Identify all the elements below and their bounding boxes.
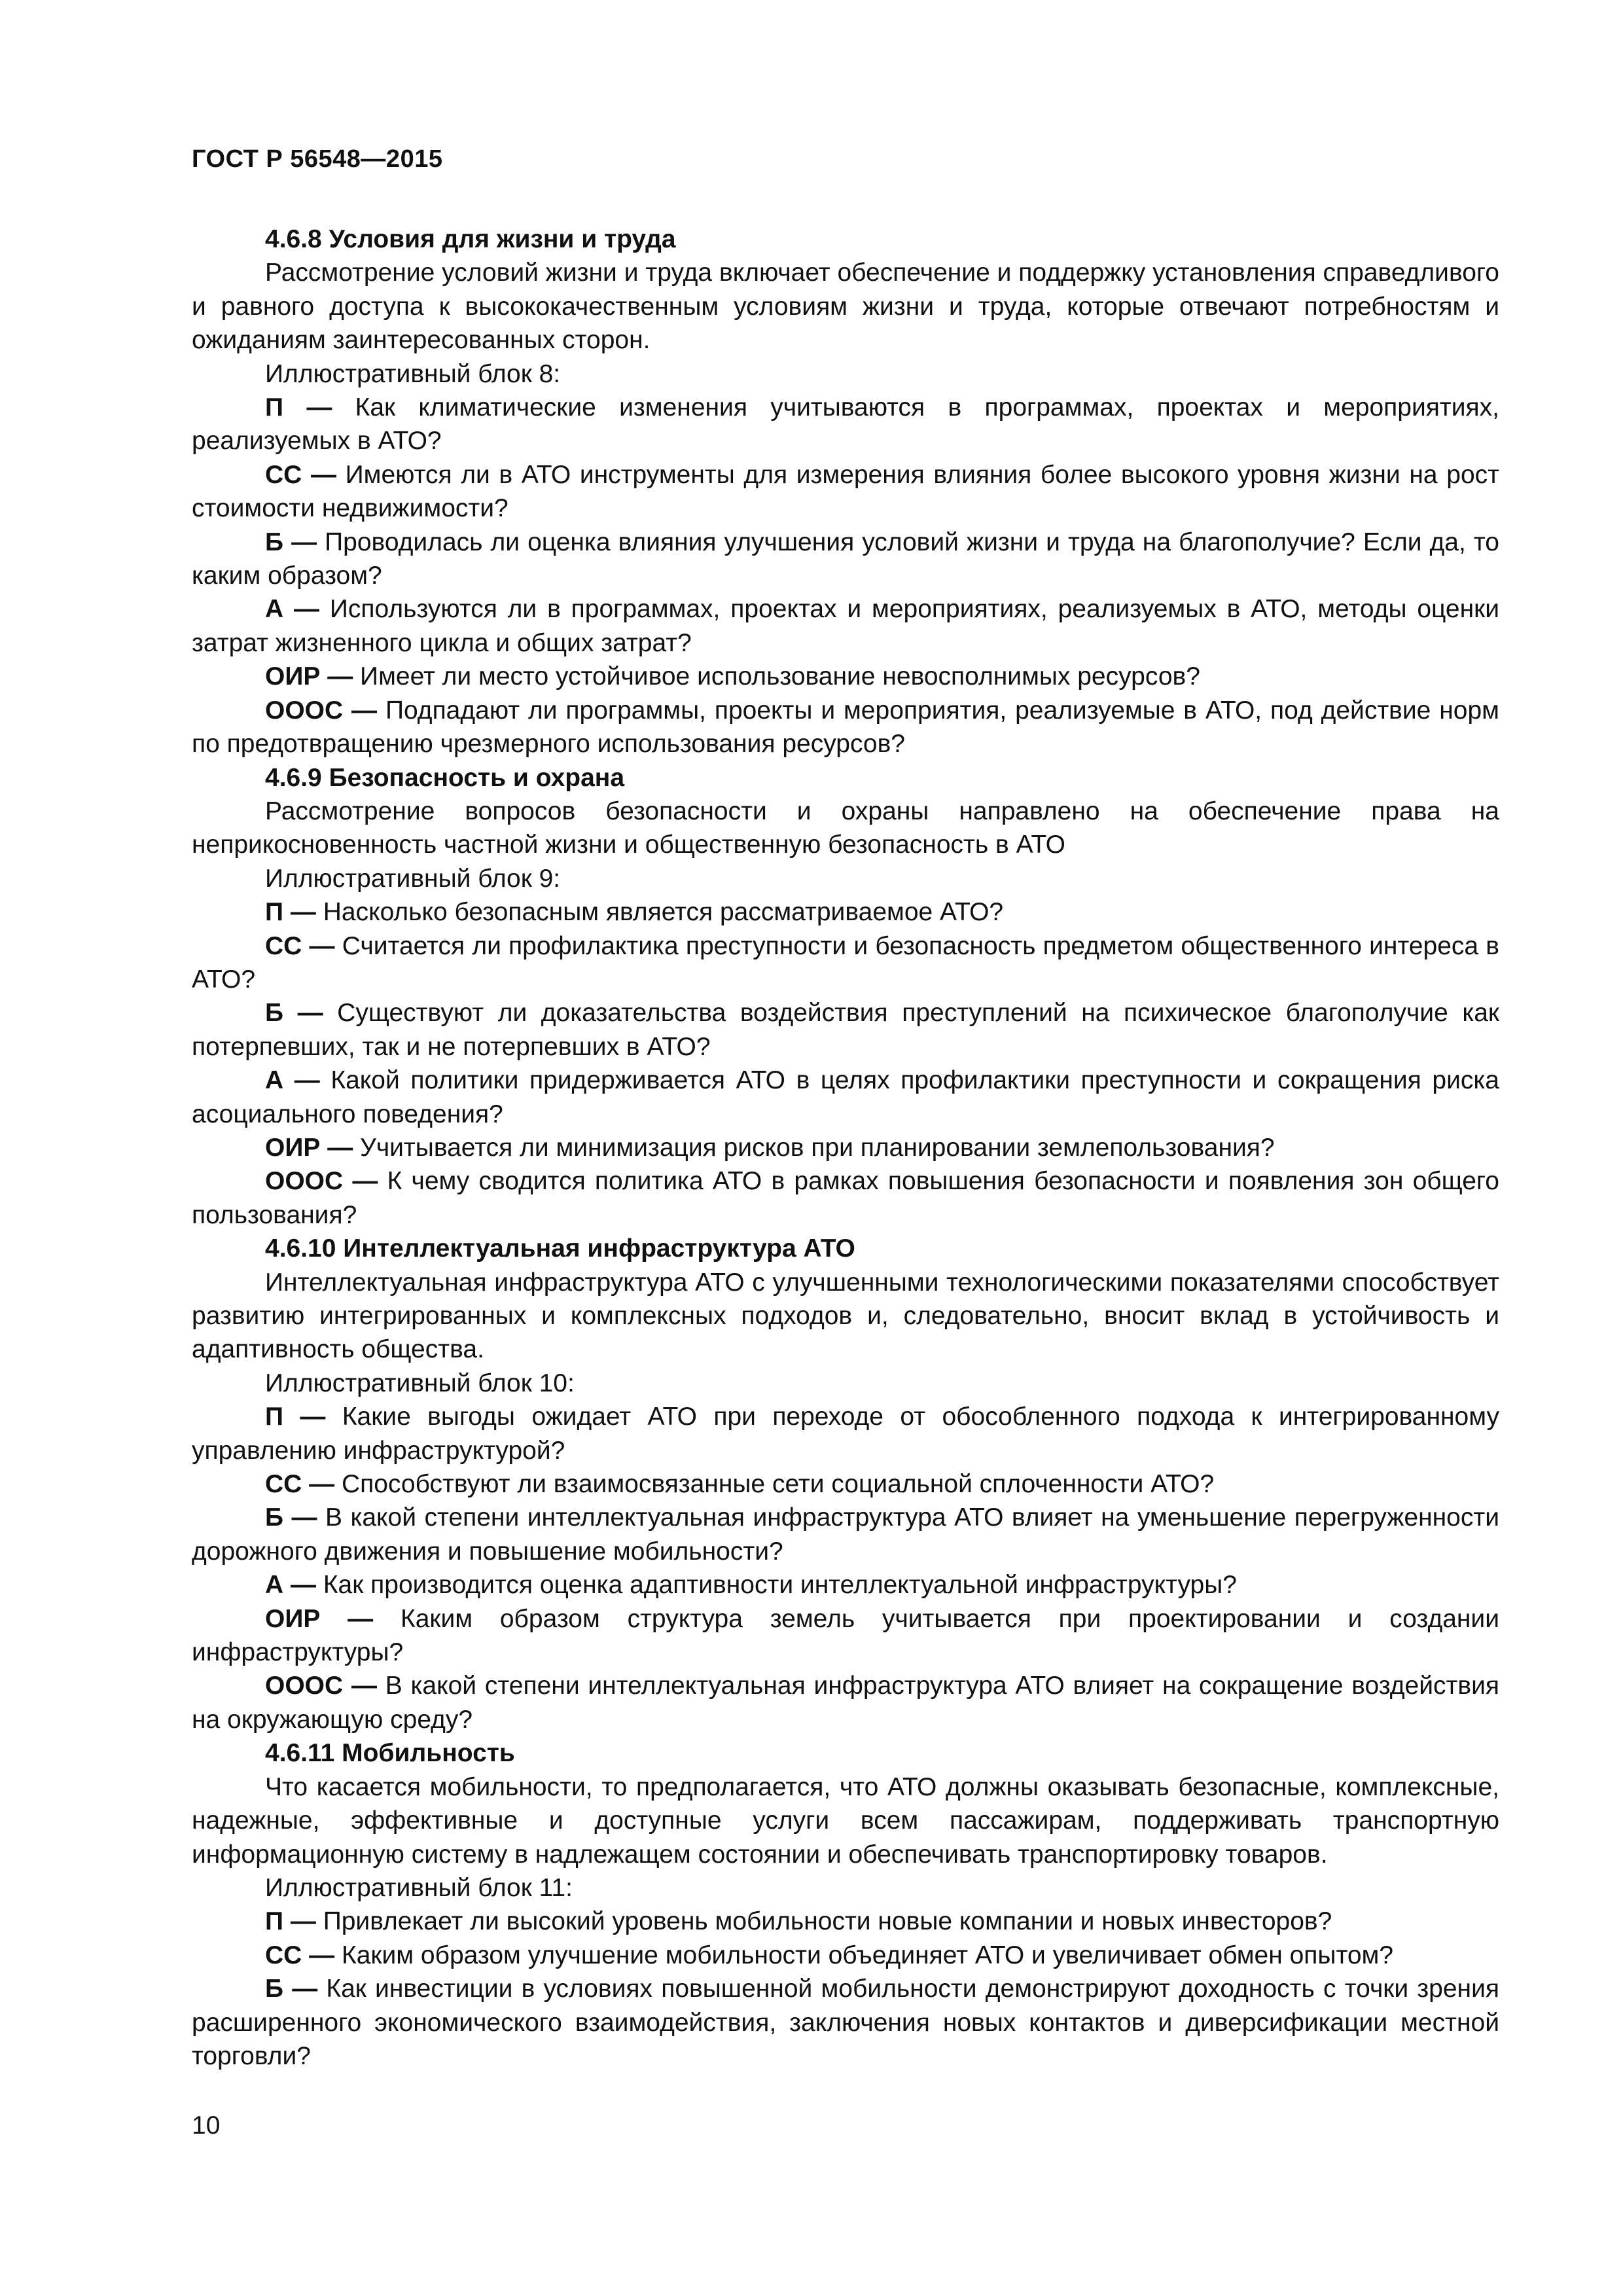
- block-item: [192, 929, 1499, 997]
- item-text: К чему сводится политика АТО в рамках повышения безопасности и появления зон общего пользования?: [192, 1167, 1499, 1229]
- block-item: [192, 526, 1499, 593]
- section-intro: Что касается мобильности, то предполагается, что АТО должны оказывать безопасные, комплексные, надежные, эффективные и доступные услуги всем пассажирам, поддерживать транспортную информационную систему в надлежащем состоянии и обеспечивать транспортировку товаров.: [192, 1772, 1499, 1869]
- item-term: Б —: [265, 999, 323, 1028]
- item-term: СС —: [265, 1941, 335, 1969]
- section-heading: 4.6.10 Интеллектуальная инфраструктура АТО: [265, 1234, 855, 1263]
- item-text: Способствуют ли взаимосвязанные сети социальной сплоченности АТО?: [334, 1470, 1215, 1499]
- item-term: ОООС —: [265, 1167, 378, 1196]
- block-item: [192, 694, 1499, 761]
- item-text: Имеет ли место устойчивое использование невосполнимых ресурсов?: [353, 662, 1200, 691]
- item-term: А —: [265, 1571, 316, 1600]
- block-item: [192, 1164, 1499, 1232]
- item-term: ОООС —: [265, 696, 378, 725]
- section-heading: 4.6.8 Условия для жизни и труда: [265, 225, 676, 253]
- block-item: [192, 1669, 1499, 1736]
- block-item: [192, 660, 1499, 693]
- section-intro: Интеллектуальная инфраструктура АТО с улучшенными технологическими показателями способствует развитию интегрированных и комплексных подходов и, следовательно, вносит вклад в устойчивость и адаптивность общества.: [192, 1268, 1499, 1364]
- item-text: Привлекает ли высокий уровень мобильности новые компании и новых инвесторов?: [315, 1907, 1332, 1936]
- item-term: А —: [265, 1066, 320, 1095]
- item-text: В какой степени интеллектуальная инфраструктура АТО влияет на сокращение воздействия на окружающую среду?: [192, 1672, 1499, 1734]
- item-text: Используются ли в программах, проектах и мероприятиях, реализуемых в АТО, методы оценки затрат жизненного цикла и общих затрат?: [192, 595, 1500, 657]
- section-intro: Рассмотрение вопросов безопасности и охраны направлено на обеспечение права на неприкосновенность частной жизни и общественную безопасность в АТО: [192, 797, 1499, 859]
- item-text: Проводилась ли оценка влияния улучшения условий жизни и труда на благополучие? Если да, то каким образом?: [192, 528, 1499, 590]
- document-body: [192, 223, 1499, 2073]
- item-term: Б —: [265, 1975, 318, 2003]
- block-item: [192, 1467, 1499, 1501]
- block-item: [192, 895, 1499, 929]
- block-item: [192, 1939, 1499, 1972]
- item-text: Имеются ли в АТО инструменты для измерения влияния более высокого уровня жизни на рост стоимости недвижимости?: [192, 460, 1499, 523]
- block-item: [192, 1400, 1499, 1467]
- item-term: П —: [265, 898, 316, 927]
- item-term: СС —: [265, 460, 336, 489]
- item-text: В какой степени интеллектуальная инфраструктура АТО влияет на уменьшение перегруженности дорожного движения и повышение мобильности?: [192, 1503, 1499, 1566]
- item-text: Подпадают ли программы, проекты и мероприятия, реализуемые в АТО, под действие норм по предотвращению чрезмерного использования ресурсов?: [192, 696, 1499, 759]
- item-text: Какие выгоды ожидает АТО при переходе от обособленного подхода к интегрированному управлению инфраструктурой?: [192, 1403, 1499, 1465]
- item-term: П —: [265, 1403, 326, 1431]
- block-item: [192, 391, 1499, 458]
- item-text: Как инвестиции в условиях повышенной мобильности демонстрируют доходность с точки зрения расширенного экономического взаимодействия, заключения новых контактов и диверсификации местной торговли?: [192, 1975, 1499, 2070]
- item-text: Считается ли профилактика преступности и безопасность предметом общественного интереса в АТО?: [192, 931, 1499, 994]
- section-heading: 4.6.11 Мобильность: [265, 1739, 515, 1768]
- block-item: [192, 1972, 1499, 2073]
- item-term: А —: [265, 595, 320, 624]
- block-label: Иллюстративный блок 9:: [265, 864, 561, 893]
- block-item: [192, 1131, 1499, 1164]
- item-text: Учитывается ли минимизация рисков при планировании землепользования?: [353, 1133, 1275, 1162]
- block-item: [192, 458, 1499, 526]
- item-term: СС —: [265, 931, 335, 960]
- block-item: [192, 1064, 1499, 1131]
- item-term: ОИР —: [265, 662, 353, 691]
- block-item: [192, 1602, 1499, 1670]
- item-term: Б —: [265, 528, 317, 556]
- item-term: Б —: [265, 1503, 317, 1532]
- item-term: ОИР —: [265, 1604, 374, 1633]
- block-label: Иллюстративный блок 10:: [265, 1369, 575, 1397]
- block-label: Иллюстративный блок 8:: [265, 359, 561, 388]
- block-item: [192, 1501, 1499, 1568]
- block-item: [192, 1905, 1499, 1938]
- item-text: Существуют ли доказательства воздействия преступлений на психическое благополучие как потерпевших, так и не потерпевших в АТО?: [192, 999, 1499, 1061]
- item-term: ОООС —: [265, 1672, 377, 1700]
- item-term: П —: [265, 1907, 316, 1936]
- block-item: [192, 996, 1499, 1064]
- section-intro: Рассмотрение условий жизни и труда включает обеспечение и поддержку установления справедливого и равного доступа к высококачественным условиям жизни и труда, которые отвечают потребностям и ожиданиям заинтересованных сторон.: [192, 259, 1499, 355]
- item-term: СС —: [265, 1470, 335, 1499]
- item-text: Как климатические изменения учитываются в программах, проектах и мероприятиях, реализуемых в АТО?: [192, 393, 1499, 456]
- item-term: П —: [265, 393, 332, 422]
- item-text: Какой политики придерживается АТО в целях профилактики преступности и сокращения риска асоциального поведения?: [192, 1066, 1499, 1128]
- item-text: Каким образом улучшение мобильности объединяет АТО и увеличивает обмен опытом?: [334, 1941, 1394, 1969]
- item-text: Как производится оценка адаптивности интеллектуальной инфраструктуры?: [316, 1571, 1237, 1600]
- document-header: ГОСТ Р 56548—2015: [192, 145, 443, 173]
- item-term: ОИР —: [265, 1133, 353, 1162]
- block-item: [192, 592, 1499, 660]
- item-text: Каким образом структура земель учитывается при проектировании и создании инфраструктуры?: [192, 1604, 1500, 1667]
- item-text: Насколько безопасным является рассматриваемое АТО?: [315, 898, 1004, 927]
- block-item: [192, 1568, 1499, 1602]
- block-label: Иллюстративный блок 11:: [265, 1873, 573, 1902]
- page-number: 10: [192, 2111, 221, 2140]
- section-heading: 4.6.9 Безопасность и охрана: [265, 763, 625, 792]
